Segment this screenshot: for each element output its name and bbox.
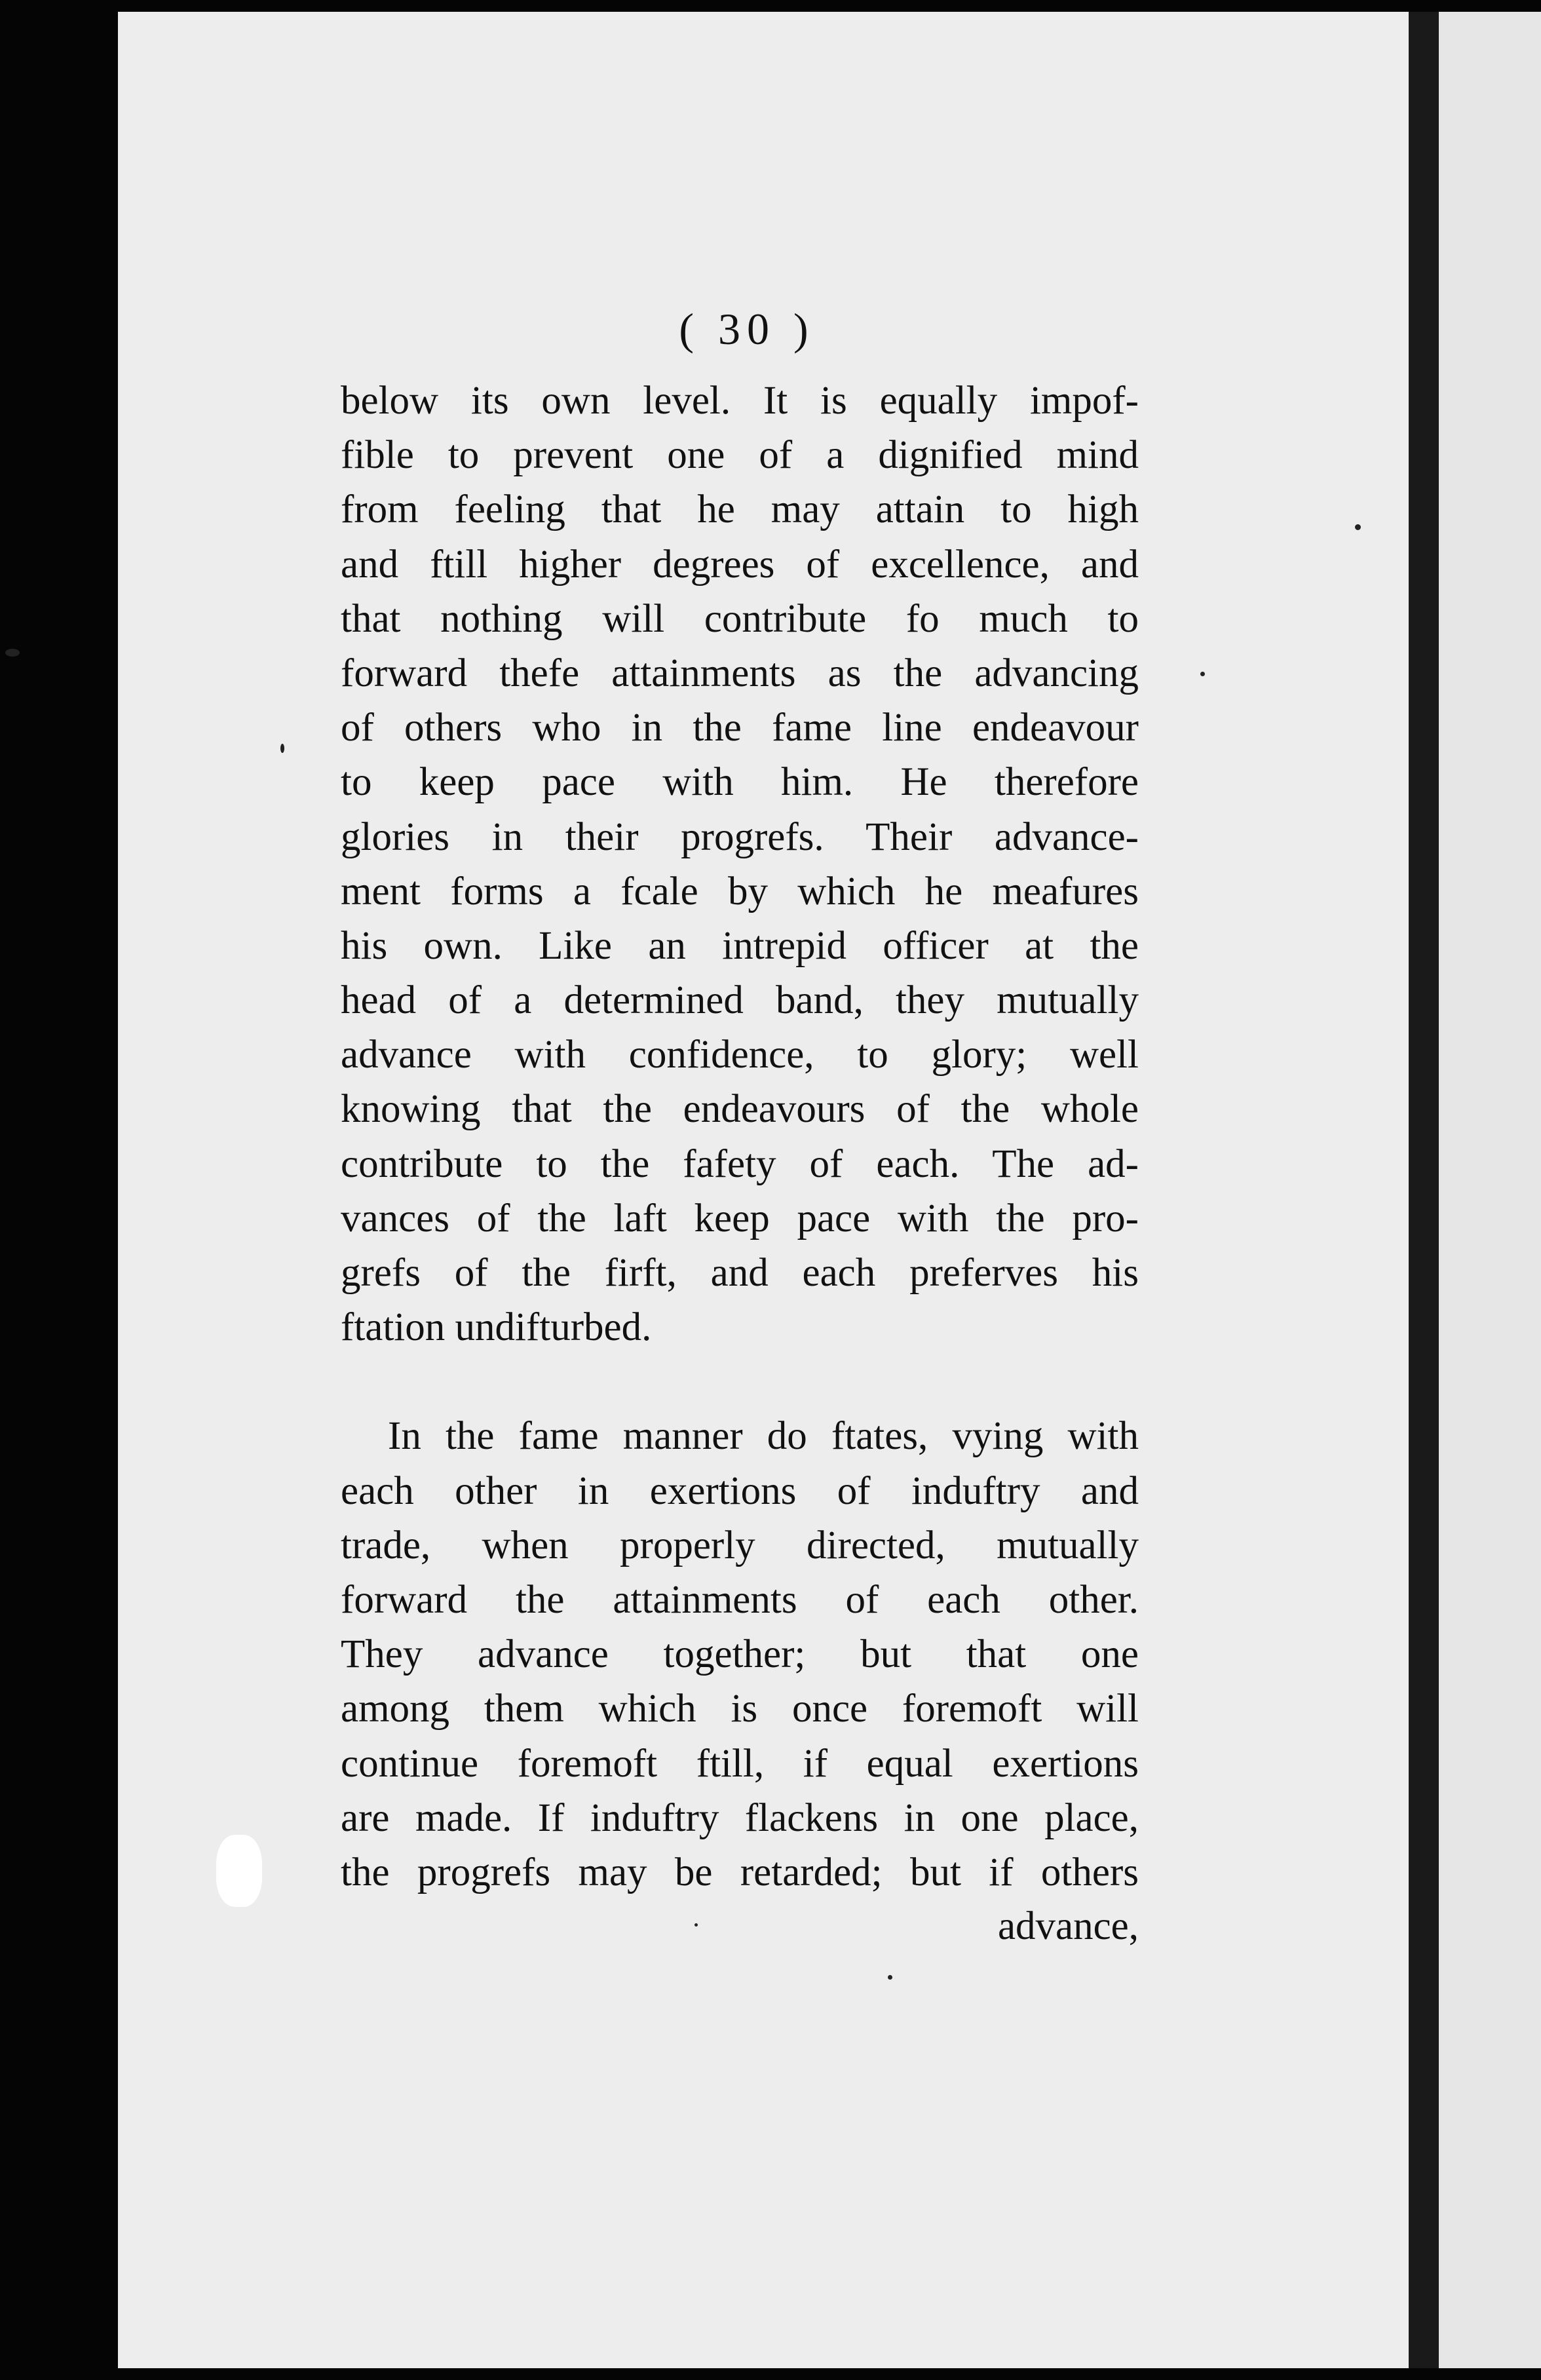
gutter-shadow (1409, 12, 1439, 2368)
text-line: vances of the laft keep pace with the pro- (341, 1196, 1139, 1240)
page-number-header: ( 30 ) (679, 304, 815, 354)
ink-speck (5, 649, 20, 657)
catchword: advance, (997, 1904, 1139, 1948)
paragraph-spacer (341, 1354, 1139, 1409)
text-line: forward the attainments of each other. (341, 1577, 1139, 1622)
text-line: among them which is once foremoft will (341, 1687, 1139, 1731)
ink-speck (1355, 524, 1361, 530)
text-line: that nothing will contribute fo much to (341, 596, 1139, 641)
text-line: to keep pace with him. He therefore (341, 760, 1139, 805)
paragraph-2 (341, 1409, 1139, 1900)
text-line: advance with confidence, to glory; well (341, 1033, 1139, 1077)
ink-speck (1200, 672, 1205, 676)
text-line: glories in their progrefs. Their advance- (341, 815, 1139, 859)
text-line: and ftill higher degrees of excellence, and (341, 542, 1139, 586)
ink-speck (694, 1923, 698, 1927)
paper-blemish (216, 1835, 262, 1907)
text-line: each other in exertions of induftry and (341, 1468, 1139, 1513)
text-line: knowing that the endeavours of the whole (341, 1087, 1139, 1132)
text-line: his own. Like an intrepid officer at the (341, 923, 1139, 968)
ink-speck (280, 744, 284, 753)
text-line: ftation undifturbed. (341, 1305, 652, 1350)
text-line: In the fame manner do ftates, vying with (388, 1414, 1139, 1459)
text-line: contribute to the fafety of each. The ad- (341, 1142, 1139, 1186)
text-line: continue foremoft ftill, if equal exertions (341, 1741, 1139, 1786)
text-line: fible to prevent one of a dignified mind (341, 433, 1139, 478)
text-line: head of a determined band, they mutually (341, 978, 1139, 1023)
text-line: of others who in the fame line endeavour (341, 706, 1139, 750)
text-line: They advance together; but that one (341, 1632, 1139, 1677)
ink-speck (888, 1975, 892, 1980)
text-line: ment forms a fcale by which he meafures (341, 869, 1139, 913)
body-text (341, 374, 1139, 1900)
facing-page-edge (1439, 12, 1541, 2368)
text-line: below its own level. It is equally impof- (341, 379, 1139, 423)
text-line: from feeling that he may attain to high (341, 488, 1139, 532)
text-line: are made. If induftry flackens in one place, (341, 1795, 1139, 1840)
text-line: trade, when properly directed, mutually (341, 1523, 1139, 1567)
text-line: forward thefe attainments as the advancing (341, 651, 1139, 695)
paragraph-1 (341, 374, 1139, 1354)
text-line: the progrefs may be retarded; but if others (341, 1850, 1139, 1894)
text-line: grefs of the firft, and each preferves his (341, 1251, 1139, 1295)
